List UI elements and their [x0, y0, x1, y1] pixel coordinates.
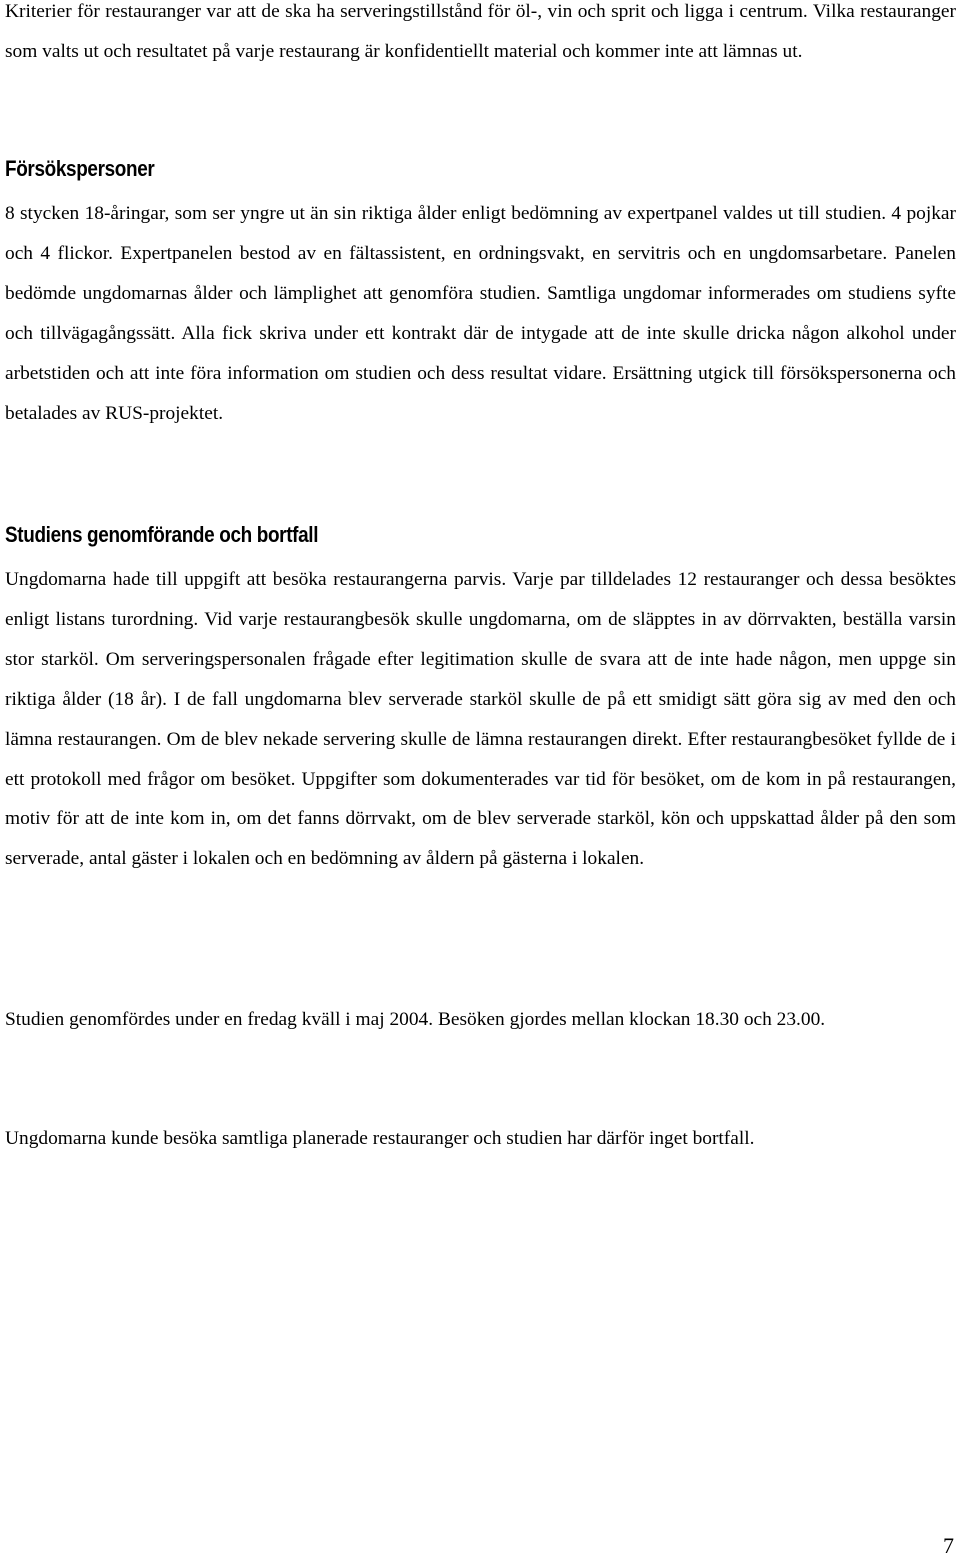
section-paragraph: Ungdomarna kunde besöka samtliga planerade restauranger och studien har därför inget bortfall.	[5, 1128, 755, 1149]
section-heading-genomforande: Studiens genomförande och bortfall	[5, 522, 319, 547]
intro-paragraph: Kriterier för restauranger var att de ska ha serveringstillstånd för öl-, vin och sprit och ligga i centrum. Vilka restauranger som valts ut och resultatet på varje restaurang är konfidentiellt material och kommer inte att lämnas ut.	[5, 1, 956, 62]
page-number: 7	[943, 1533, 954, 1558]
section-paragraph: Studien genomfördes under en fredag kväll i maj 2004. Besöken gjordes mellan klockan 18.30 och 23.00.	[5, 1009, 826, 1030]
section-heading-forsokspersoner: Försökspersoner	[5, 156, 155, 181]
section-paragraph: 8 stycken 18-åringar, som ser yngre ut än sin riktiga ålder enligt bedömning av expertpanel valdes ut till studien. 4 pojkar och 4 flickor. Expertpanelen bestod av en fältassistent, en ordningsvakt, en servitris och en ungdomsarbetare. Panelen bedömde ungdomarnas ålder och lämplighet att genomföra studien. Samtliga ungdomar informerades om studiens syfte och tillvägagångssätt. Alla fick skriva under ett kontrakt där de intygade att de inte skulle dricka någon alkohol under arbetstiden och att inte föra information om studien och dess resultat vidare. Ersättning utgick till försökspersonerna och betalades av RUS-projektet.	[5, 203, 956, 424]
section-paragraph: Ungdomarna hade till uppgift att besöka restaurangerna parvis. Varje par tilldelades 12 restauranger och dessa besöktes enligt listans turordning. Vid varje restaurangbesök skulle ungdomarna, om de släpptes in av dörrvakten, beställa varsin stor starköl. Om serveringspersonalen frågade efter legitimation skulle de svara att de inte hade någon, men uppge sin riktiga ålder (18 år). I de fall ungdomarna blev serverade starköl skulle de på ett smidigt sätt göra sig av med den och lämna restaurangen. Om de blev nekade servering skulle de lämna restaurangen direkt. Efter restaurangbesöket fyllde de i ett protokoll med frågor om besöket. Uppgifter som dokumenterades var tid för besöket, om de kom in på restaurangen, motiv för att de inte kom in, om det fanns dörrvakt, om de blev serverade starköl, kön och uppskattad ålder på den som serverade, antal gäster i lokalen och en bedömning av åldern på gästerna i lokalen.	[5, 569, 956, 870]
